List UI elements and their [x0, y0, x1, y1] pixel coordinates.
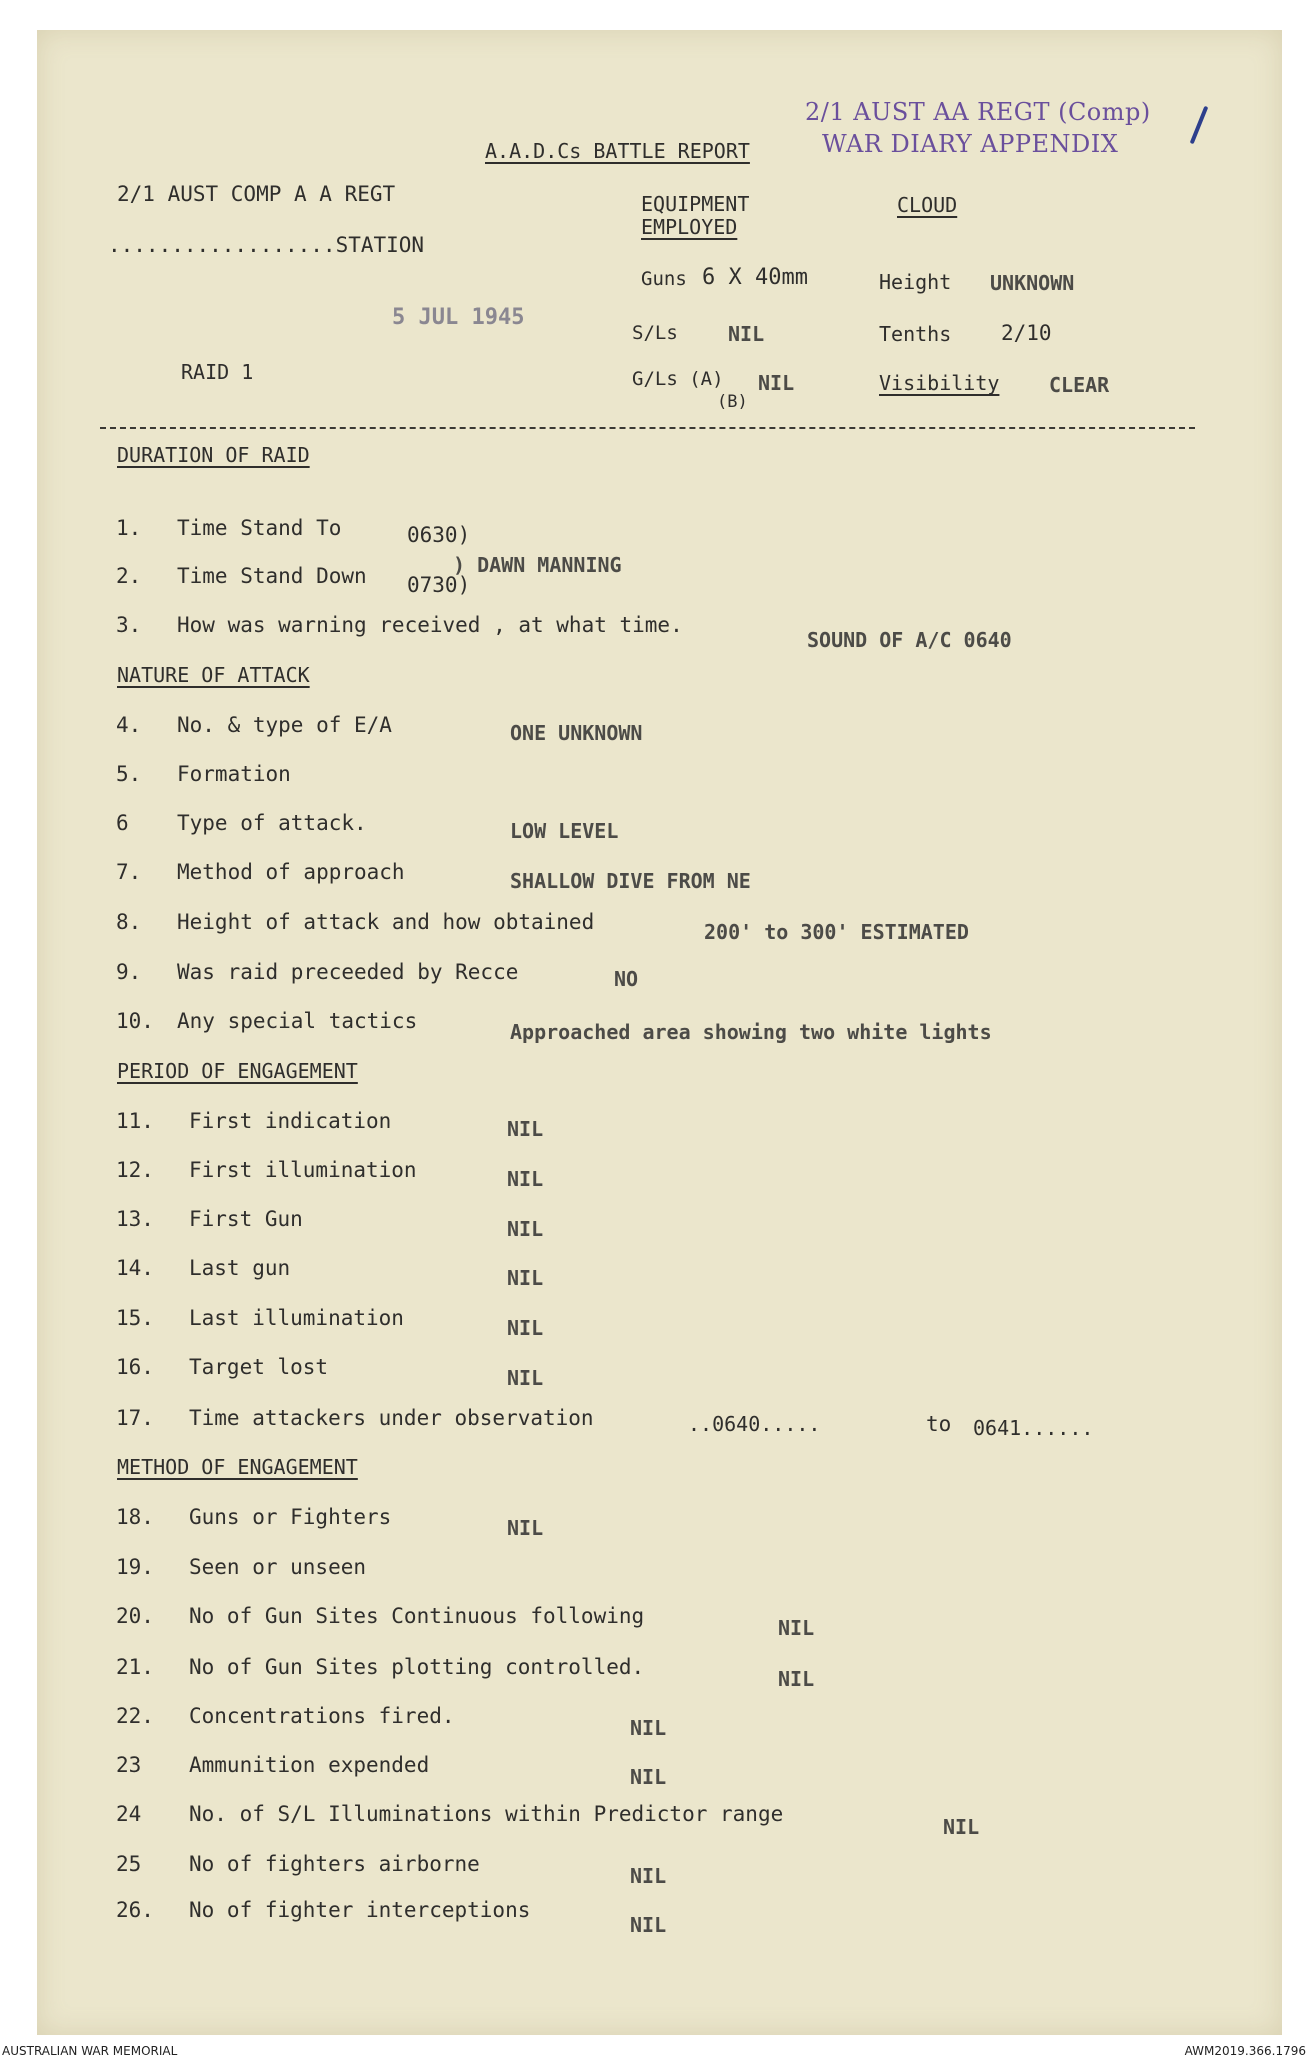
item-22-number: 22.: [116, 1704, 154, 1728]
item-10-label: Any special tactics: [177, 1009, 418, 1033]
section-duration: DURATION OF RAID: [117, 443, 310, 467]
sls-label: S/Ls: [632, 322, 678, 344]
item-4-label: No. & type of E/A: [177, 713, 392, 737]
item-17-to: 0641......: [973, 1416, 1094, 1440]
item-1-label: Time Stand To: [177, 516, 342, 540]
item-17-to-word: to: [926, 1412, 952, 1436]
item-11-value: NIL: [507, 1117, 544, 1141]
item-2-number: 2.: [116, 564, 142, 588]
item-21-number: 21.: [116, 1655, 154, 1679]
item-25-number: 25: [116, 1852, 142, 1876]
item-12-label: First illumination: [189, 1158, 417, 1182]
item-24-number: 24: [116, 1802, 142, 1826]
item-15-number: 15.: [116, 1306, 154, 1330]
item-6-number: 6: [116, 811, 129, 835]
item-9-label: Was raid preceeded by Recce: [177, 960, 519, 984]
item-13-number: 13.: [116, 1207, 154, 1231]
item-16-value: NIL: [507, 1366, 544, 1390]
item-18-number: 18.: [116, 1505, 154, 1529]
item-20-value: NIL: [778, 1616, 815, 1640]
item-3-number: 3.: [116, 613, 142, 637]
item-12-value: NIL: [507, 1167, 544, 1191]
equipment-heading-2: EMPLOYED: [641, 215, 738, 239]
item-20-label: No of Gun Sites Continuous following: [189, 1604, 645, 1628]
cloud-tenths-value: 2/10: [1001, 321, 1052, 345]
item-11-label: First indication: [189, 1109, 392, 1133]
item-6-label: Type of attack.: [177, 811, 367, 835]
item-18-value: NIL: [507, 1516, 544, 1540]
item-23-label: Ammunition expended: [189, 1753, 430, 1777]
cloud-heading: CLOUD: [897, 193, 958, 217]
item-14-number: 14.: [116, 1256, 154, 1280]
item-8-value: 200' to 300' ESTIMATED: [704, 920, 969, 944]
raid-number: RAID 1: [181, 360, 254, 384]
item-2-value: 0730): [407, 573, 471, 597]
section-method: METHOD OF ENGAGEMENT: [117, 1455, 358, 1479]
item-1-number: 1.: [116, 516, 142, 540]
item-17-from: ..0640.....: [688, 1412, 821, 1436]
item-5-label: Formation: [177, 762, 291, 786]
item-15-value: NIL: [507, 1316, 544, 1340]
item-23-value: NIL: [630, 1765, 667, 1789]
item-22-label: Concentrations fired.: [189, 1704, 455, 1728]
item-20-number: 20.: [116, 1604, 154, 1628]
gls-sub: (B): [717, 392, 748, 412]
gls-label: G/Ls (A): [632, 368, 724, 390]
item-13-value: NIL: [507, 1217, 544, 1241]
cloud-tenths-label: Tenths: [879, 322, 952, 346]
item-26-label: No of fighter interceptions: [189, 1898, 531, 1922]
item-16-number: 16.: [116, 1355, 154, 1379]
guns-value: 6 X 40mm: [702, 265, 808, 290]
item-5-number: 5.: [116, 762, 142, 786]
item-4-value: ONE UNKNOWN: [510, 721, 643, 745]
item-14-value: NIL: [507, 1266, 544, 1290]
item-11-number: 11.: [116, 1109, 154, 1133]
item-9-number: 9.: [116, 960, 142, 984]
station-line: ..................STATION: [108, 233, 425, 257]
gls-value: NIL: [758, 371, 795, 395]
item-25-label: No of fighters airborne: [189, 1852, 480, 1876]
item-23-number: 23: [116, 1753, 142, 1777]
footer-accession-number: AWM2019.366.1796: [1184, 2044, 1306, 2058]
item-21-label: No of Gun Sites plotting controlled.: [189, 1655, 645, 1679]
stamp-line-2: WAR DIARY APPENDIX: [822, 130, 1119, 158]
item-2-label: Time Stand Down: [177, 564, 367, 588]
item-16-label: Target lost: [189, 1355, 329, 1379]
item-9-value: NO: [614, 967, 639, 991]
item-6-value: LOW LEVEL: [510, 819, 619, 843]
item-7-value: SHALLOW DIVE FROM NE: [510, 869, 751, 893]
dashed-divider: [100, 427, 1195, 429]
item-12-number: 12.: [116, 1158, 154, 1182]
stamp-line-1: 2/1 AUST AA REGT (Comp): [805, 98, 1151, 126]
item-8-label: Height of attack and how obtained: [177, 910, 595, 934]
item-14-label: Last gun: [189, 1256, 291, 1280]
item-19-label: Seen or unseen: [189, 1555, 367, 1579]
item-24-value: NIL: [943, 1815, 980, 1839]
item-7-number: 7.: [116, 860, 142, 884]
item-13-label: First Gun: [189, 1207, 303, 1231]
item-7-label: Method of approach: [177, 860, 405, 884]
item-25-value: NIL: [630, 1864, 667, 1888]
date-stamp: 5 JUL 1945: [392, 305, 525, 330]
section-period: PERIOD OF ENGAGEMENT: [117, 1059, 358, 1083]
section-nature: NATURE OF ATTACK: [117, 663, 310, 687]
item-8-number: 8.: [116, 910, 142, 934]
item-22-value: NIL: [630, 1716, 667, 1740]
equipment-heading: EQUIPMENT: [641, 192, 750, 216]
report-title: A.A.D.Cs BATTLE REPORT: [485, 139, 750, 163]
footer-credit: AUSTRALIAN WAR MEMORIAL: [2, 2044, 178, 2058]
item-3-value: SOUND OF A/C 0640: [807, 628, 1012, 652]
item-24-label: No. of S/L Illuminations within Predictor range: [189, 1802, 784, 1826]
unit-name: 2/1 AUST COMP A A REGT: [117, 182, 396, 206]
item-3-label: How was warning received , at what time.: [177, 613, 683, 637]
item-4-number: 4.: [116, 713, 142, 737]
item-26-number: 26.: [116, 1898, 154, 1922]
item-1-value: 0630): [407, 523, 471, 547]
sls-value: NIL: [728, 322, 765, 346]
item-15-label: Last illumination: [189, 1306, 404, 1330]
item-17-label: Time attackers under observation: [189, 1406, 594, 1430]
item-26-value: NIL: [630, 1913, 667, 1937]
item-19-number: 19.: [116, 1555, 154, 1579]
visibility-value: CLEAR: [1049, 373, 1110, 397]
item-21-value: NIL: [778, 1667, 815, 1691]
item-10-number: 10.: [116, 1009, 154, 1033]
guns-label: Guns: [641, 268, 687, 290]
item-18-label: Guns or Fighters: [189, 1505, 392, 1529]
item-17-number: 17.: [116, 1406, 154, 1430]
visibility-label: Visibility: [879, 371, 1000, 395]
cloud-height-label: Height: [879, 270, 952, 294]
item-10-value: Approached area showing two white lights: [510, 1020, 992, 1044]
dawn-manning-note: ) DAWN MANNING: [453, 553, 622, 577]
cloud-height-value: UNKNOWN: [990, 271, 1075, 295]
